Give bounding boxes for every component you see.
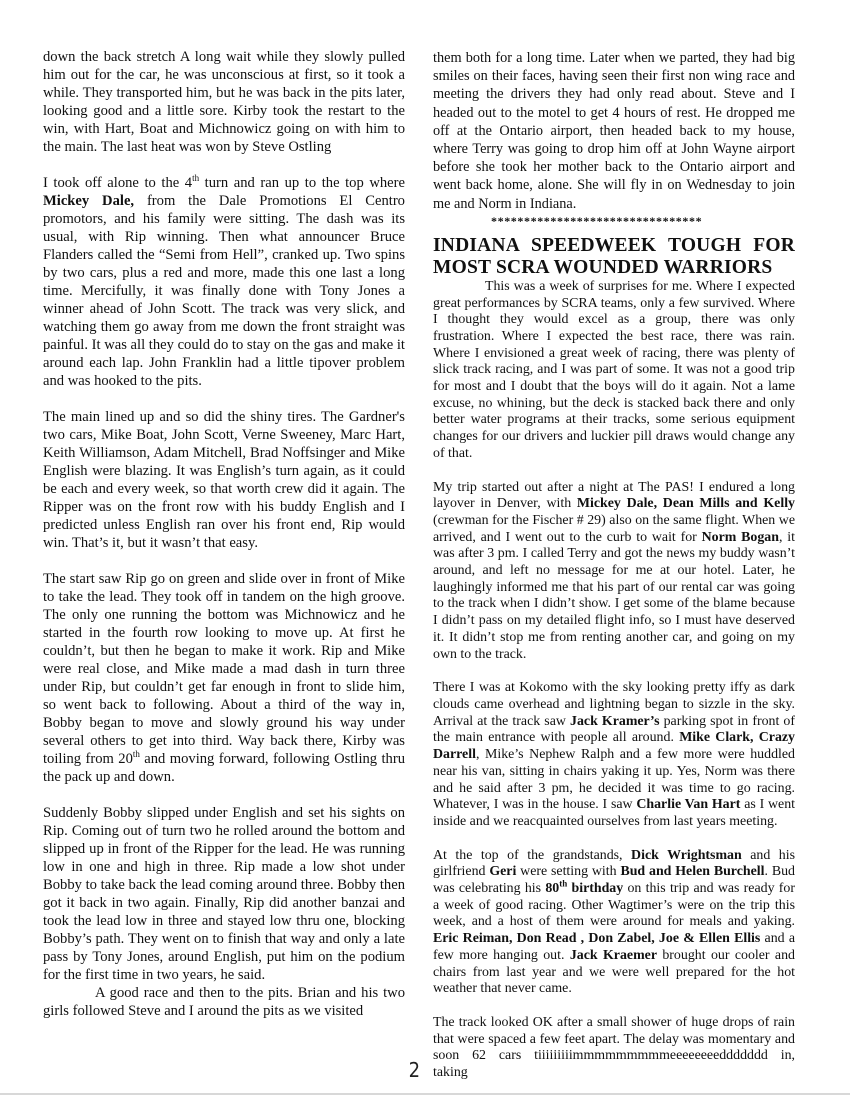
text: . Bud was celebrating his <box>433 864 795 897</box>
bold-names: Mike Clark, Crazy Darrell <box>433 730 795 763</box>
article-headline <box>433 235 795 279</box>
bold-names: Mickey Dale, Dean Mills and Kelly <box>576 496 795 512</box>
text: 80 <box>545 881 560 897</box>
text: on this trip and was ready for a week of good racing. Other Wagtimer’s were on the trip this week, and a host of them were around for meals and yaking. <box>433 881 795 930</box>
text: , it was after 3 pm. I called Terry and got the news my buddy wasn’t around, and left no message for me at our hotel. Later, he laughingly informed me that his part of our rental car was going to the track when I didn’t show. I get some of the blame because I didn’t pass on my detailed flight info, so I must have deserved it. It didn’t stop me from renting another car, and going on my own to the track. <box>433 529 795 662</box>
right-column <box>433 49 795 1082</box>
text: from the Dale Promotions El Centro promotors, and his family were sitting. The dash was its usual, with Rip winning. Then what announcer Bruce Flanders called the “Semi from Hell”, cranked up. Two spins by two cars, plus a red and more, made this one last a long time. Mercifully, it was finally done with Tony Jones a winner ahead of John Scott. The track was very slick, and watching them go away from me down the front straight was painful. It was all they could do to stay on the gas and make it around each lap. John Franklin had a little tipover problem and was hooked to the pits. <box>43 193 405 389</box>
text: My trip started out after a night at The PAS! I endured a long layover in Denver, with <box>433 479 795 512</box>
bold-name: Charlie Van Hart <box>636 797 741 813</box>
text: I took off alone to the 4 <box>43 175 193 191</box>
headline-line-2: MOST SCRA WOUNDED WARRIORS <box>433 256 773 278</box>
paragraph-parting: them both for a long time. Later when we parted, they had big smiles on their faces, having seen their first non wing race and meeting the drivers they had only read about. Steve and I headed out to the motel to get 4 hours of rest. He dropped me off at the Ontario airport, then headed back to my house, where Terry was going to drop him off at John Wayne airport before she took her mother back to the Ontario airport and went back home, alone. She will fly in on Wednesday to join me and Norm in Indiana. <box>433 50 795 212</box>
bold-name: Norm Bogan <box>701 529 779 545</box>
article-body <box>433 279 795 1082</box>
paragraph-bobby-rip-battle: Suddenly Bobby slipped under English and set his sights on Rip. Coming out of turn two he rolled around the bottom and slipped up in front of the Ripper for the lead. He was running low in one and high in three. Rip made a low shot under Bobby to take back the lead coming around three. Bobby then got it back in two again. Finally, Rip did another banzai and took the lead low in three and stayed low thru one, blocking Bobby’s path. They went on to finish that way and only a late pass by Tony Jones, around English, put him on the podium for the first time in two years, he said. <box>43 805 405 983</box>
paragraph-main-lineup: The main lined up and so did the shiny tires. The Gardner's two cars, Mike Boat, John Scott, Verne Sweeney, Marc Hart, Keith Williamson, Adam Mitchell, Brad Noffsinger and Mike English were blazing. It was English’s turn again, as it could be each and every week, so that worth crew did it again. The Ripper was on the front row with his buddy English and I predicted unless English ran over his front end, Rip would win. That’s it, but it wasn’t that easy. <box>43 409 405 551</box>
text: The start saw Rip go on green and slide over in front of Mike to take the lead. They took off in tandem on the high groove. The only one running the bottom was Michnowicz and he started in the fourth row looking to move up. At first he couldn’t, but then he began to make it work. Rip and Mike were real close, and Mike made a mad dash in turn three under Rip, but couldn’t get far enough in front to slide him, so went back to following. About a third of the way in, Bobby began to move and slowly ground his way under several others to get into third. Way back there, Kirby was toiling from 20 <box>43 571 405 767</box>
section-separator: ******************************** <box>491 213 703 228</box>
superscript: th <box>559 878 568 889</box>
text: parking spot in front of the main entrance with people all around. <box>433 713 796 746</box>
text: and a few more hanging out. <box>433 931 795 963</box>
page-edge-rule <box>0 1093 850 1095</box>
headline-line-1: INDIANA SPEEDWEEK TOUGH FOR <box>433 234 795 256</box>
bold-name: Jack Kramer’s <box>570 713 660 729</box>
bold-name: Geri <box>489 864 517 880</box>
superscript: th <box>132 749 140 760</box>
text: and moving forward, following Ostling thru the pack up and down. <box>43 751 405 785</box>
text: birthday <box>567 881 624 897</box>
text: brought our cooler and chairs from last year and we were well prepared for the hot weather that never came. <box>433 947 795 997</box>
paragraph-dash-semi <box>43 174 405 390</box>
bold-names: Eric Reiman, Don Read , Don Zabel, Joe & Ellen Ellis <box>433 931 761 947</box>
bold-name: Jack Kraemer <box>569 947 657 963</box>
bold-names: Bud and Helen Burchell <box>620 864 765 880</box>
paragraph-trip-start <box>433 480 795 664</box>
paragraph-intro: This was a week of surprises for me. Where I expected great performances by SCRA teams, only a few survived. Where I thought they would excel as a group, there was only frustration. Where I expected the best race, there was rain. Where I envisioned a great week of racing, there was plenty of slick track racing, and I was part of some. It was not a good trip for most and I doubt that the boys will do it again. Not a lame excuse, no whining, but the deck is stacked back there and only better water programs at their tracks, some serious equipment changes for our drivers and luckier pill draws would change any of that. <box>433 278 795 461</box>
text: , Mike’s Nephew Ralph and a few more were huddled near his van, sitting in chairs yaking it up. Yes, Norm was there and he said after 3 pm, he decided it was time to go racing. Whatever, I was in the house. I saw <box>433 747 795 813</box>
paragraph-start <box>43 570 405 786</box>
text: and his girlfriend <box>433 847 795 880</box>
bold-birthday <box>545 878 624 897</box>
bold-name: Dick Wrightsman <box>631 847 742 863</box>
bold-name: Mickey Dale, <box>43 193 135 209</box>
paragraph-grandstands <box>433 848 795 998</box>
paragraph-kokomo <box>433 680 795 830</box>
paragraph-track-rain: The track looked OK after a small shower of huge drops of rain that were spaced a few feet apart. The delay was momentary and soon 62 cars tiiiiiiiiimmmmmmmmmeeeeeeeeddddddd in, taking <box>433 1014 795 1081</box>
text: (crewman for the Fischer # 29) also on the same flight. When we arrived, and I went out to the curb to wait for <box>433 512 795 545</box>
left-column <box>43 48 405 1020</box>
text: At the top of the grandstands, <box>433 847 632 863</box>
paragraph-heat-race: down the back stretch A long wait while they slowly pulled him out for the car, he was unconscious at first, so it took a while. They transported him, but he was back in the pits later, looking good and a little sore. Kirby took the restart to the win, with Hart, Boat and Michnowicz going on with him to the main. The last heat was won by Steve Ostling <box>43 49 405 155</box>
text: turn and ran up to the top where <box>199 175 405 191</box>
superscript: th <box>192 173 200 184</box>
paragraph-pits: A good race and then to the pits. Brian and his two girls followed Steve and I around the pits as we visited <box>43 985 405 1019</box>
page-number: 2 <box>408 1058 421 1082</box>
text: There I was at Kokomo with the sky looking pretty iffy as dark clouds came overhead and lightning began to sizzle in the sky. Arrival at the track saw <box>433 680 795 729</box>
text: were setting with <box>516 864 621 880</box>
text: as I went inside and we reacquainted ourselves from last years meeting. <box>433 797 795 829</box>
